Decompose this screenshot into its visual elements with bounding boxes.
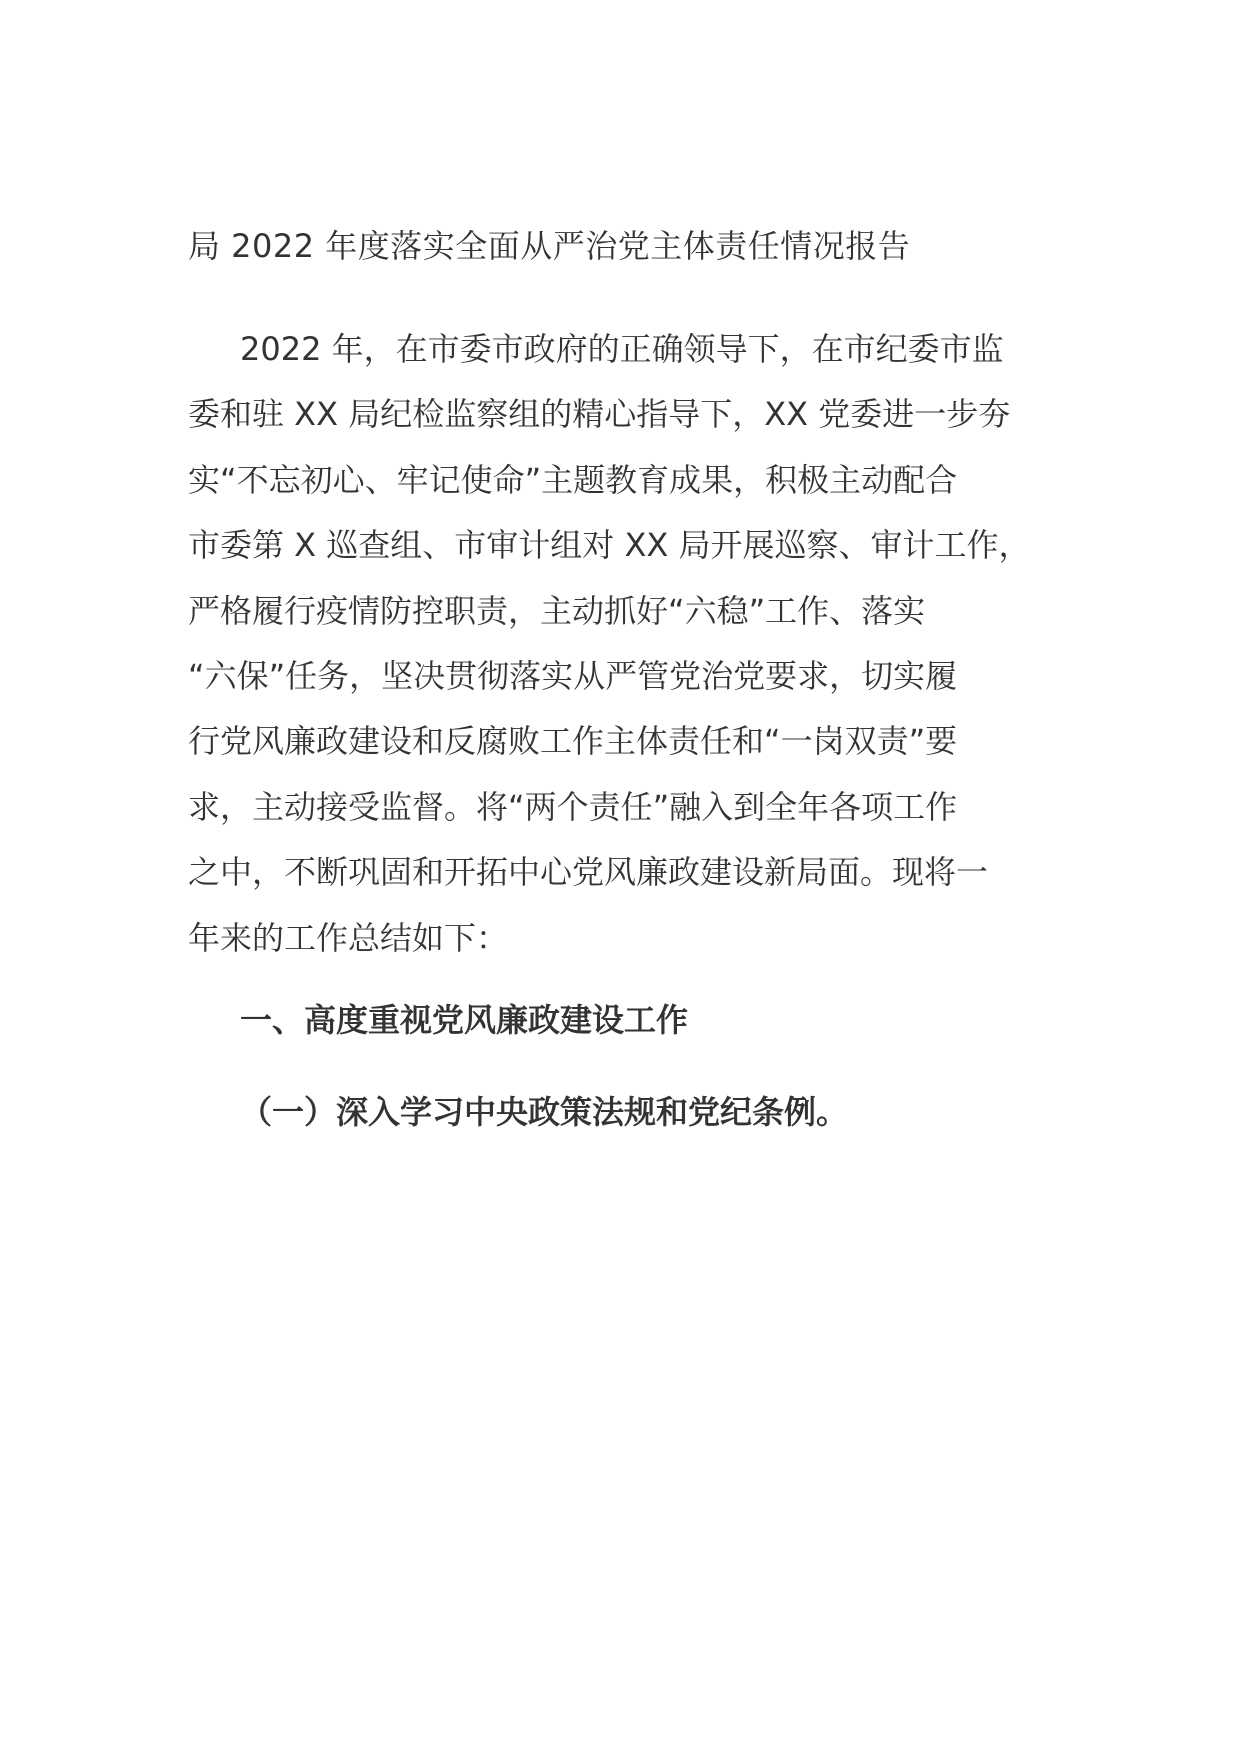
section-heading: 一、高度重视党风廉政建设工作: [240, 1001, 689, 1039]
paragraph-line: 实“不忘初心、牢记使命”主题教育成果，积极主动配合: [188, 460, 958, 499]
paragraph-line: 年来的工作总结如下：: [188, 918, 509, 957]
paragraph-line: 求，主动接受监督。将“两个责任”融入到全年各项工作: [188, 787, 958, 826]
paragraph-line: 委和驻 XX 局纪检监察组的精心指导下，XX 党委进一步夯: [188, 395, 1011, 434]
paragraph-line: 行党风廉政建设和反腐败工作主体责任和“一岗双责”要: [188, 722, 958, 761]
document-title: 局 2022 年度落实全面从严治党主体责任情况报告: [188, 227, 911, 265]
paragraph-line: 市委第 X 巡查组、市审计组对 XX 局开展巡察、审计工作，: [188, 526, 1031, 565]
subsection-heading: （一）深入学习中央政策法规和党纪条例。: [240, 1093, 849, 1131]
paragraph-line: “六保”任务，坚决贯彻落实从严管党治党要求，切实履: [188, 656, 958, 695]
paragraph-line: 2022 年，在市委市政府的正确领导下，在市纪委市监: [240, 330, 1004, 368]
paragraph-line: 严格履行疫情防控职责，主动抓好“六稳”工作、落实: [188, 591, 926, 630]
paragraph-line: 之中，不断巩固和开拓中心党风廉政建设新局面。现将一: [188, 853, 989, 892]
intro-paragraph: [188, 317, 1054, 971]
